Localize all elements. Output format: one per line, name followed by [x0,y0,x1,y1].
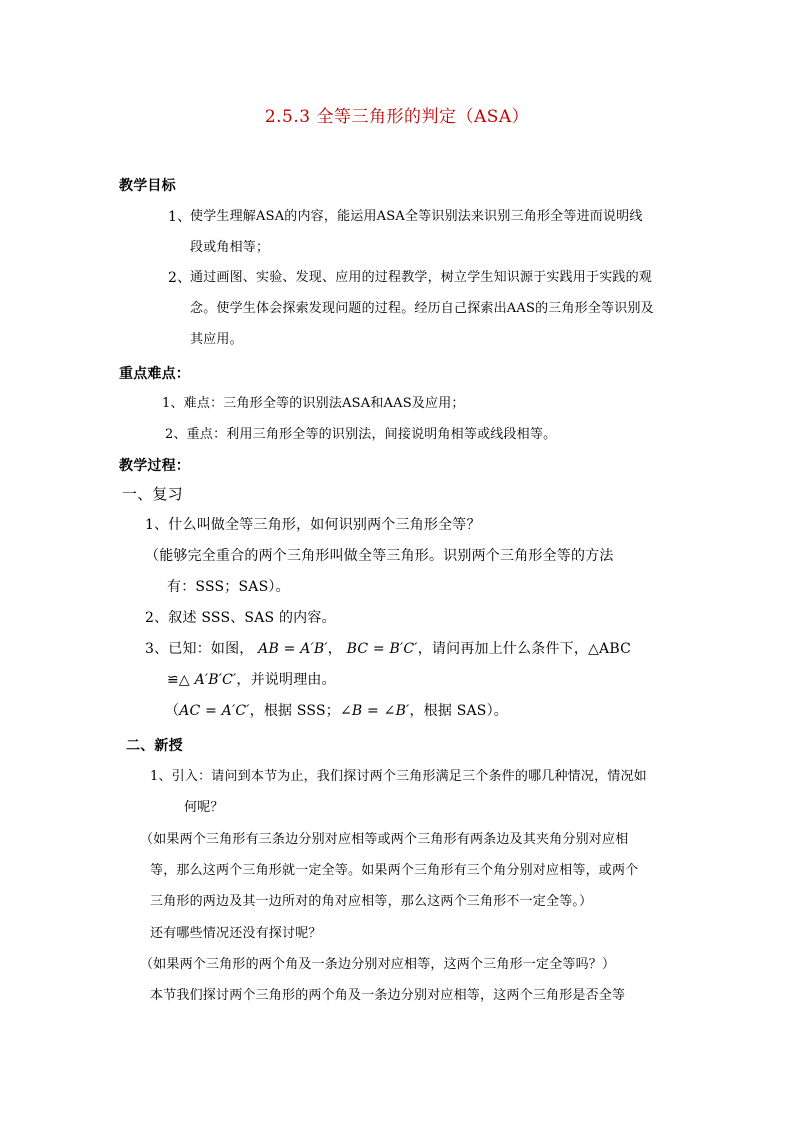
a3-open: （ [165,703,180,719]
intro-answer-line1: （如果两个三角形有三条边分别对应相等或两个三角形有两条边及其夹角分别对应相 [140,832,629,847]
section-intro-last-line: 本节我们探讨两个三角形的两个角及一条边分别对应相等，这两个三角形是否全等 [150,988,626,1003]
objectives-heading: 教学目标 [119,178,176,194]
q3-equation-ab: AB = A′B′ [258,641,328,657]
intro-line1: 1、引入：请问到本节为止，我们探讨两个三角形满足三个条件的哪几种情况，情况如 [150,769,647,784]
q3-congruent-symbol: ≌△ [167,672,195,688]
document-title: 2.5.3 全等三角形的判定（ASA） [264,107,530,127]
review-question-1: 1、什么叫做全等三角形，如何识别两个三角形全等？ [145,517,481,533]
review-question-3-line2 [167,670,336,690]
process-heading: 教学过程： [119,458,190,474]
objective-2-line3: 其应用。 [190,332,243,347]
objective-1-line1: 使学生理解ASA的内容，能运用ASA全等识别法来识别三角形全等进而说明线 [190,209,643,224]
intro-answer-line3: 三角形的两边及其一边所对的角对应相等，那么这两个三角形不一定全等。） [150,894,593,909]
q3-triangle-prime: A′B′C′ [194,672,237,688]
review-question-2: 2、叙述 SSS、SAS 的内容。 [145,610,336,626]
q3-separator: ， [327,641,342,657]
q3-prefix: 3、已知：如图， [145,641,254,657]
review-heading: 一、复习 [122,485,183,503]
key-point-focus: 2、重点：利用三角形全等的识别法，间接说明角相等或线段相等。 [165,427,557,442]
objective-2-line2: 念。使学生体会探索发现问题的过程。经历自己探索出AAS的三角形全等识别及 [190,301,654,316]
q3-equation-bc: BC = B′C′ [346,641,418,657]
a3-mid1: ，根据 SSS； [249,703,340,719]
more-cases-answer: （如果两个三角形的两个角及一条边分别对应相等，这两个三角形一定全等吗？） [140,957,616,972]
intro-line2: 何呢？ [184,800,224,815]
intro-answer-line2: 等，那么这两个三角形就一定全等。如果两个三角形有三个角分别对应相等，或两个 [150,863,639,878]
key-points-heading: 重点难点： [119,366,190,382]
new-lesson-heading: 二、新授 [126,738,183,754]
objective-1-number: 1、 [168,209,192,225]
review-answer-1-line2: 有：SSS；SAS）。 [167,579,290,595]
review-question-3-line1 [145,639,631,659]
objective-2-number: 2、 [168,270,192,286]
q3-line2-rest: ，并说明理由。 [236,672,336,688]
key-point-difficulty: 1、难点：三角形全等的识别法ASA和AAS及应用； [162,396,465,411]
more-cases-question: 还有哪些情况还没有探讨呢？ [150,926,322,941]
review-answer-3 [165,701,508,721]
objective-2-line1: 通过画图、实验、发现、应用的过程教学，树立学生知识源于实践用于实践的观 [190,270,653,285]
objective-1-line2: 段或角相等； [190,240,270,255]
a3-mid2: ，根据 SAS）。 [409,703,508,719]
a3-equation-ac: AC = A′C′ [179,703,250,719]
a3-equation-angle: ∠B = ∠B′ [339,703,410,719]
q3-suffix: ，请问再加上什么条件下，△ABC [417,641,632,657]
review-answer-1-line1: （能够完全重合的两个三角形叫做全等三角形。识别两个三角形全等的方法 [145,548,614,564]
